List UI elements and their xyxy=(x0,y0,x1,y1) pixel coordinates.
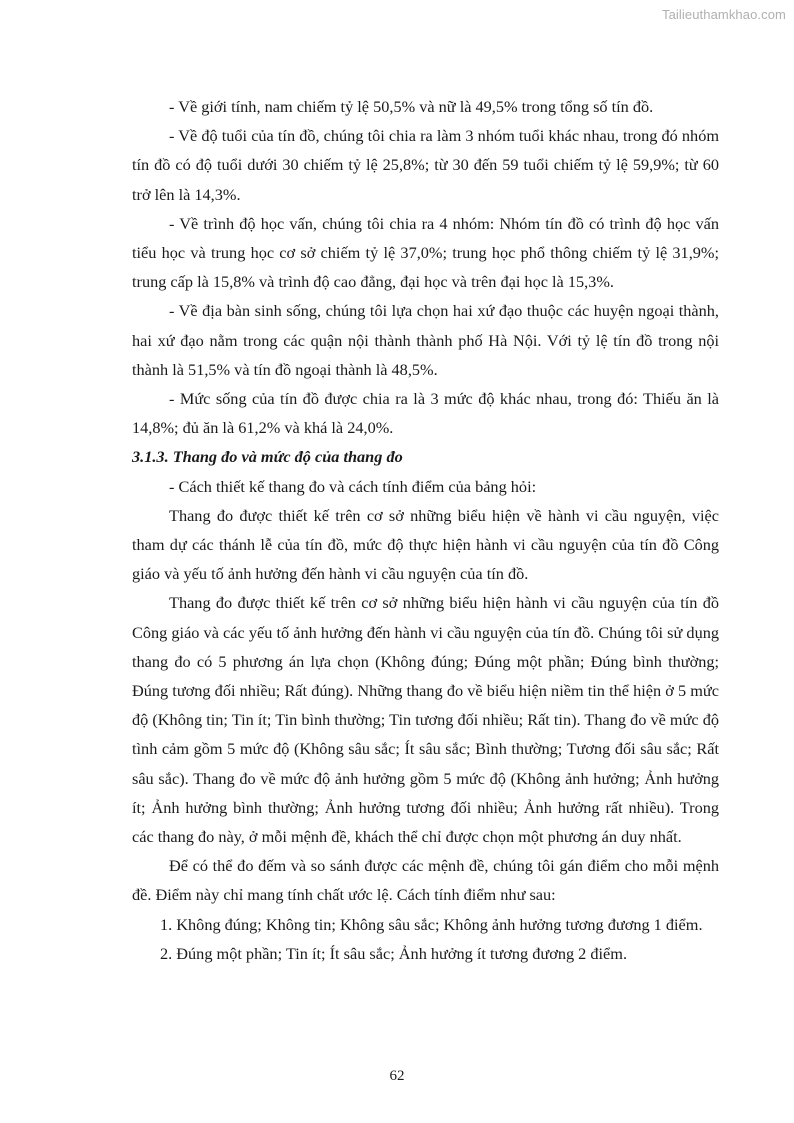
section-heading: 3.1.3. Thang đo và mức độ của thang đo xyxy=(132,447,403,467)
paragraph-residence: - Về địa bàn sinh sống, chúng tôi lựa chọn hai xứ đạo thuộc các huyện ngoại thành, hai xứ đạo nằm trong các quận nội thành thành phố Hà Nội. Với tỷ lệ tín đồ trong nội thành là 51,5% và tín đồ ngoại thành là 48,5%. xyxy=(132,301,719,379)
paragraph-age: - Về độ tuổi của tín đồ, chúng tôi chia ra làm 3 nhóm tuổi khác nhau, trong đó nhóm tín đồ có độ tuổi dưới 30 chiếm tỷ lệ 25,8%; từ 30 đến 59 tuổi chiếm tỷ lệ 59,9%; từ 60 trở lên là 14,3%. xyxy=(132,126,719,204)
page-body xyxy=(132,92,719,968)
list-item: 1. Không đúng; Không tin; Không sâu sắc; Không ảnh hưởng tương đương 1 điểm. xyxy=(160,914,703,934)
paragraph-education: - Về trình độ học vấn, chúng tôi chia ra 4 nhóm: Nhóm tín đồ có trình độ học vấn tiểu học và trung học cơ sở chiếm tỷ lệ 37,0%; trung học phổ thông chiếm tỷ lệ 31,9%; trung cấp là 15,8% và trình độ cao đẳng, đại học và trên đại học là 15,3%. xyxy=(132,213,719,292)
paragraph-living-standard: - Mức sống của tín đồ được chia ra là 3 mức độ khác nhau, trong đó: Thiếu ăn là 14,8%; đủ ăn là 61,2% và khá là 24,0%. xyxy=(132,389,719,438)
list-item: 2. Đúng một phần; Tin ít; Ít sâu sắc; Ảnh hưởng ít tương đương 2 điểm. xyxy=(160,943,628,963)
watermark-text: Tailieuthamkhao.com xyxy=(661,7,786,22)
page-number: 62 xyxy=(389,1068,405,1084)
paragraph-scoring-intro: Để có thể đo đếm và so sánh được các mệnh đề, chúng tôi gán điểm cho mỗi mệnh đề. Điểm này chỉ mang tính chất ước lệ. Cách tính điểm như sau: xyxy=(132,856,719,905)
paragraph-scale-basis: Thang đo được thiết kế trên cơ sở những biểu hiện về hành vi cầu nguyện, việc tham dự các thánh lễ của tín đồ, mức độ thực hiện hành vi cầu nguyện của tín đồ Công giáo và yếu tố ảnh hưởng đến hành vi cầu nguyện của tín đồ. xyxy=(132,505,719,584)
paragraph-scale-design-intro: - Cách thiết kế thang đo và cách tính điểm của bảng hỏi: xyxy=(169,476,537,496)
paragraph-gender: - Về giới tính, nam chiếm tỷ lệ 50,5% và nữ là 49,5% trong tổng số tín đồ. xyxy=(169,97,654,116)
paragraph-scale-options: Thang đo được thiết kế trên cơ sở những biểu hiện hành vi cầu nguyện của tín đồ Công giáo và các yếu tố ảnh hưởng đến hành vi cầu nguyện của tín đồ. Chúng tôi sử dụng thang đo có 5 phương án lựa chọn (Không đúng; Đúng một phần; Đúng bình thường; Đúng tương đối nhiều; Rất đúng). Những thang đo về biểu hiện niềm tin thể hiện ở 5 mức độ (Không tin; Tin ít; Tin bình thường; Tin tương đối nhiều; Rất tin). Thang đo về mức độ tình cảm gồm 5 mức độ (Không sâu sắc; Ít sâu sắc; Bình thường; Tương đối sâu sắc; Rất sâu sắc). Thang đo về mức độ ảnh hưởng gồm 5 mức độ (Không ảnh hưởng; Ảnh hưởng ít; Ảnh hưởng bình thường; Ảnh hưởng tương đối nhiều; Ảnh hưởng rất nhiều). Trong các thang đo này, ở mỗi mệnh đề, khách thể chỉ được chọn một phương án duy nhất. xyxy=(132,593,719,847)
